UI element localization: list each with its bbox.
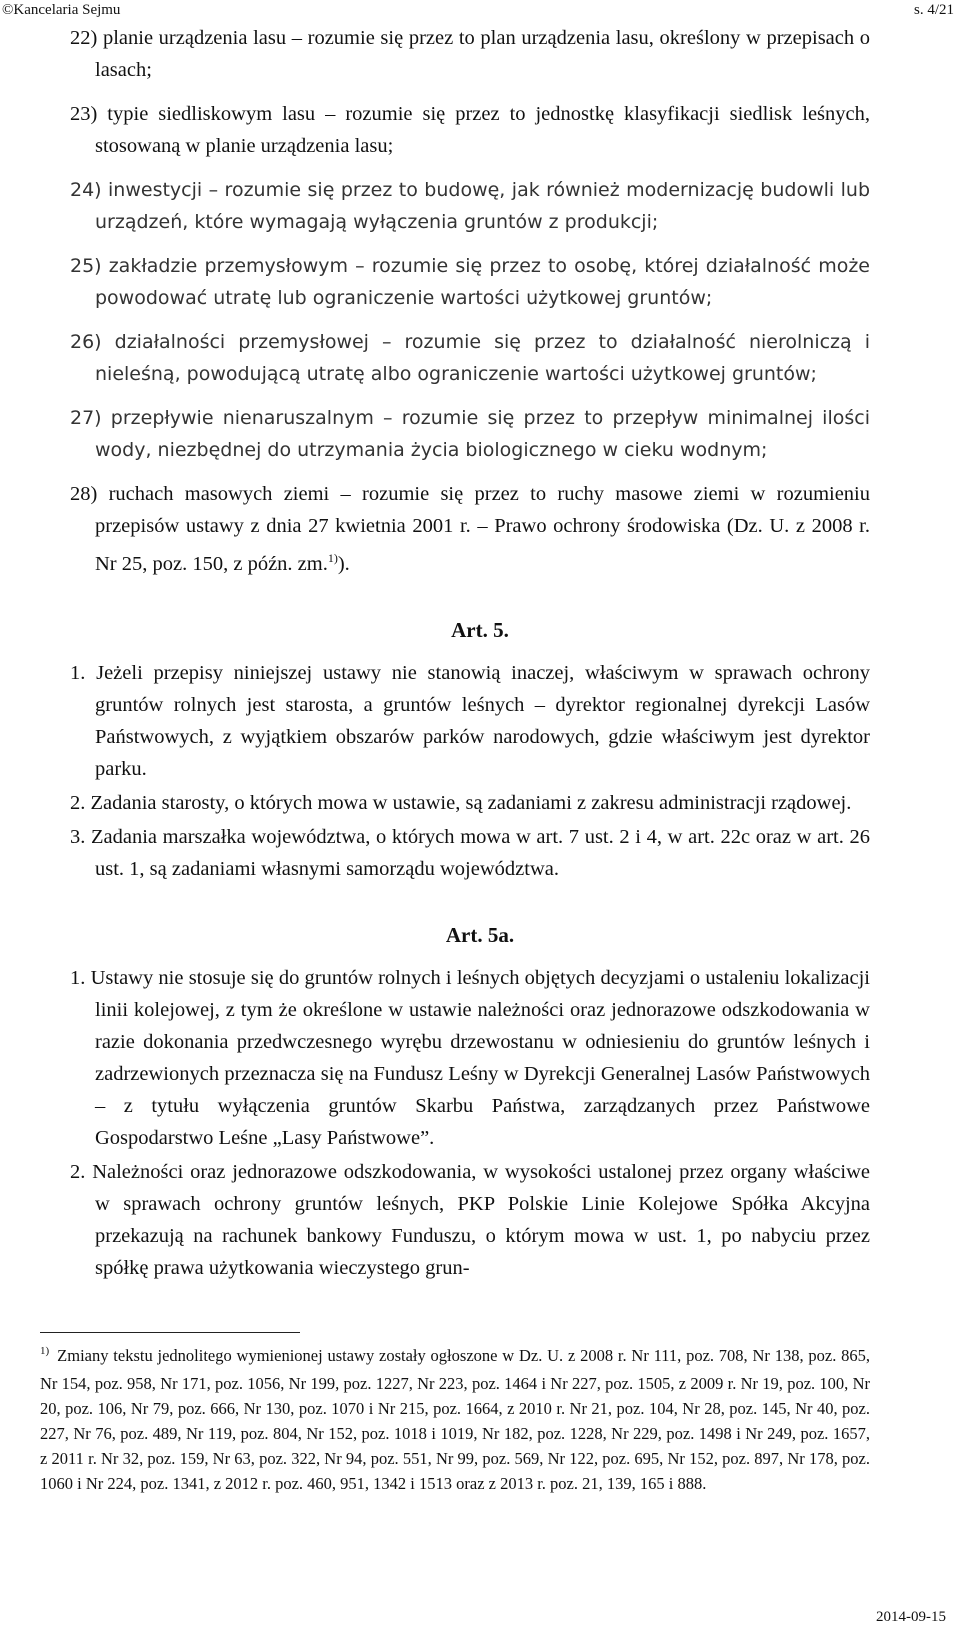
article-5a-para-1: 1. Ustawy nie stosuje się do gruntów rolnych i leśnych objętych decyzjami o ustaleniu lokalizacji linii kolejowej, z tym że określone w ustawie należności oraz jednorazowe odszkodowania w razie dokonania przedwczesnego wyrębu drzewostanu w odniesieniu do gruntów leśnych i zadrzewionych przeznacza się na Fundusz Leśny w Dyrekcji Generalnej Lasów Państwowych – z tytułu wyłączenia gruntów Skarbu Państwa, zarządzanych przez Państwowe Gospodarstwo Leśne „Lasy Państwowe”. xyxy=(70,966,870,1149)
footnote xyxy=(40,1343,870,1496)
page-header xyxy=(0,0,960,24)
footnote-divider xyxy=(40,1332,300,1333)
definition-item-22: 22) planie urządzenia lasu – rozumie się przez to plan urządzenia lasu, określony w przepisach o lasach; xyxy=(70,27,870,81)
definition-item-23: 23) typie siedliskowym lasu – rozumie się przez to jednostkę klasyfikacji siedlisk leśnych, stosowaną w planie urządzenia lasu; xyxy=(70,103,870,157)
footnote-text: Zmiany tekstu jednolitego wymienionej ustawy zostały ogłoszone w Dz. U. z 2008 r. Nr 111, poz. 708, Nr 138, poz. 865, Nr 154, poz. 958, Nr 171, poz. 1056, Nr 199, poz. 1227, Nr 223, poz. 1464 i Nr 227, poz. 1505, z 2009 r. Nr 19, poz. 100, Nr 20, poz. 106, Nr 79, poz. 666, Nr 130, poz. 1070 i Nr 215, poz. 1664, z 2010 r. Nr 21, poz. 104, Nr 28, poz. 145, Nr 40, poz. 227, Nr 76, poz. 489, Nr 119, poz. 804, Nr 152, poz. 1018 i 1019, Nr 182, poz. 1228, Nr 229, poz. 1498 i Nr 249, poz. 1657, z 2011 r. Nr 32, poz. 159, Nr 63, poz. 322, Nr 94, poz. 551, Nr 99, poz. 569, Nr 122, poz. 695, Nr 152, poz. 897, Nr 178, poz. 1060 i Nr 224, poz. 1341, z 2012 r. poz. 460, 951, 1342 i 1513 oraz z 2013 r. poz. 21, 139, 165 i 888. xyxy=(40,1346,870,1493)
article-5-para-1: 1. Jeżeli przepisy niniejszej ustawy nie stanowią inaczej, właściwym w sprawach ochrony gruntów rolnych jest starosta, a gruntów leśnych – dyrektor regionalnej dyrekcji Lasów Państwowych, z wyjątkiem obszarów parków narodowych, gdzie właściwym jest dyrektor parku. xyxy=(70,661,870,780)
footnote-reference[interactable]: 1) xyxy=(327,551,338,565)
definition-item-28-text: 28) ruchach masowych ziemi – rozumie się przez to ruchy masowe ziemi w rozumieniu przepisów ustawy z dnia 27 kwietnia 2001 r. – Prawo ochrony środowiska (Dz. U. z 2008 r. Nr 25, poz. 150, z późn. zm. xyxy=(70,483,870,575)
footnote-number: 1) xyxy=(40,1345,50,1357)
article-5-para-3: 3. Zadania marszałka województwa, o których mowa w art. 7 ust. 2 i 4, w art. 22c oraz w art. 26 ust. 1, są zadaniami własnymi samorządu województwa. xyxy=(70,825,870,880)
article-5-para-2: 2. Zadania starosty, o których mowa w ustawie, są zadaniami z zakresu administracji rządowej. xyxy=(70,791,852,814)
definition-item-24: 24) inwestycji – rozumie się przez to budowę, jak również modernizację budowli lub urządzeń, które wymagają wyłączenia gruntów z produkcji; xyxy=(70,179,870,233)
article-5a-heading: Art. 5a. xyxy=(445,922,515,947)
article-5-heading: Art. 5. xyxy=(451,617,509,642)
definition-item-25: 25) zakładzie przemysłowym – rozumie się przez to osobę, której działalność może powodować utratę lub ograniczenie wartości użytkowej gruntów; xyxy=(70,255,870,309)
definition-item-26: 26) działalności przemysłowej – rozumie się przez to działalność nierolniczą i nieleśną, powodującą utratę albo ograniczenie wartości użytkowej gruntów; xyxy=(70,331,870,385)
publisher-label: ©Kancelaria Sejmu xyxy=(2,2,121,18)
page-number: s. 4/21 xyxy=(913,2,954,18)
definition-item-27: 27) przepływie nienaruszalnym – rozumie się przez to przepływ minimalnej ilości wody, niezbędnej do utrzymania życia biologicznego w cieku wodnym; xyxy=(70,407,870,461)
document-date: 2014-09-15 xyxy=(876,1609,946,1625)
article-5a-para-2: 2. Należności oraz jednorazowe odszkodowania, w wysokości ustalonej przez organy właściwe w sprawach ochrony gruntów leśnych, PKP Polskie Linie Kolejowe Spółka Akcyjna przekazują na rachunek bankowy Funduszu, o którym mowa w ust. 1, po nabyciu przez spółkę prawa użytkowania wieczystego grun- xyxy=(70,1160,870,1279)
definition-item-28-tail: ). xyxy=(337,552,350,575)
document-body xyxy=(0,22,960,1286)
definition-item-28 xyxy=(70,478,870,580)
